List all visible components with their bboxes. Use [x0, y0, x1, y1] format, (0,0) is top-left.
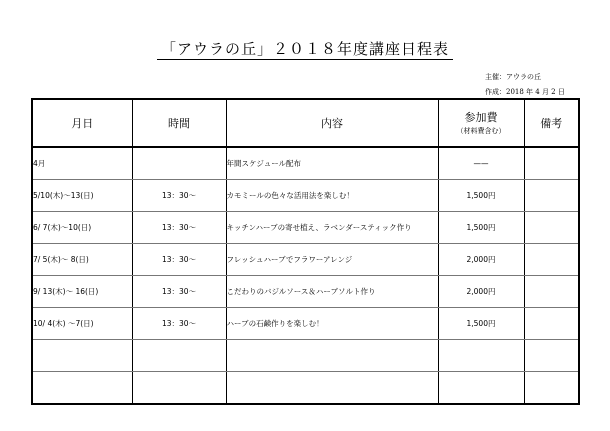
cell-time: 13：30～ — [132, 276, 226, 308]
created-date: 作成：2018 年 4 月 2 日 — [485, 88, 565, 96]
cell-fee — [438, 372, 524, 405]
cell-date: 6/ 7(木)～10(日) — [32, 212, 132, 244]
cell-remarks — [524, 372, 579, 405]
cell-date — [32, 340, 132, 372]
cell-content: 年間スケジュール配布 — [226, 147, 438, 180]
cell-content: ハーブの石鹸作りを楽しむ！ — [226, 308, 438, 340]
table-row — [32, 308, 579, 340]
header-content: 内容 — [226, 99, 438, 147]
cell-fee: 1,500円 — [438, 180, 524, 212]
cell-date: 4月 — [32, 147, 132, 180]
cell-remarks — [524, 308, 579, 340]
cell-remarks — [524, 244, 579, 276]
cell-remarks — [524, 340, 579, 372]
table-row — [32, 372, 579, 405]
cell-content — [226, 372, 438, 405]
cell-fee: 2,000円 — [438, 276, 524, 308]
cell-content: こだわりのバジルソース＆ハーブソルト作り — [226, 276, 438, 308]
cell-time — [132, 147, 226, 180]
header-time: 時間 — [132, 99, 226, 147]
table-row — [32, 276, 579, 308]
table-row — [32, 212, 579, 244]
cell-time: 13：30～ — [132, 244, 226, 276]
cell-content: カモミールの色々な活用法を楽しむ！ — [226, 180, 438, 212]
cell-fee: 1,500円 — [438, 212, 524, 244]
header-row — [32, 99, 579, 147]
cell-fee: 2,000円 — [438, 244, 524, 276]
cell-content: キッチンハーブの寄せ植え、ラベンダースティック作り — [226, 212, 438, 244]
cell-date: 9/ 13(木)～ 16(日) — [32, 276, 132, 308]
cell-date: 10/ 4(木) ～7(日) — [32, 308, 132, 340]
table-row — [32, 180, 579, 212]
organizer-note: 主催：アウラの丘 — [485, 73, 541, 81]
header-date: 月日 — [32, 99, 132, 147]
cell-fee: —— — [438, 147, 524, 180]
cell-fee — [438, 340, 524, 372]
cell-time: 13：30～ — [132, 180, 226, 212]
cell-date: 5/10(木)～13(日) — [32, 180, 132, 212]
cell-content — [226, 340, 438, 372]
table-row — [32, 340, 579, 372]
cell-fee: 1,500円 — [438, 308, 524, 340]
schedule-table — [31, 98, 580, 405]
header-fee — [438, 99, 524, 147]
header-fee-note: （材料費含む） — [456, 127, 506, 135]
cell-time: 13：30～ — [132, 212, 226, 244]
cell-time — [132, 372, 226, 405]
cell-date — [32, 372, 132, 405]
table-row — [32, 244, 579, 276]
cell-remarks — [524, 212, 579, 244]
table-row — [32, 147, 579, 180]
cell-remarks — [524, 147, 579, 180]
cell-time: 13：30～ — [132, 308, 226, 340]
cell-remarks — [524, 276, 579, 308]
header-fee-label: 参加費 — [464, 110, 498, 124]
header-remarks: 備考 — [524, 99, 579, 147]
cell-time — [132, 340, 226, 372]
cell-remarks — [524, 180, 579, 212]
cell-content: フレッシュハーブでフラワーアレンジ — [226, 244, 438, 276]
document-title: 「アウラの丘」２０１８年度講座日程表 — [0, 38, 610, 59]
cell-date: 7/ 5(木)～ 8(日) — [32, 244, 132, 276]
